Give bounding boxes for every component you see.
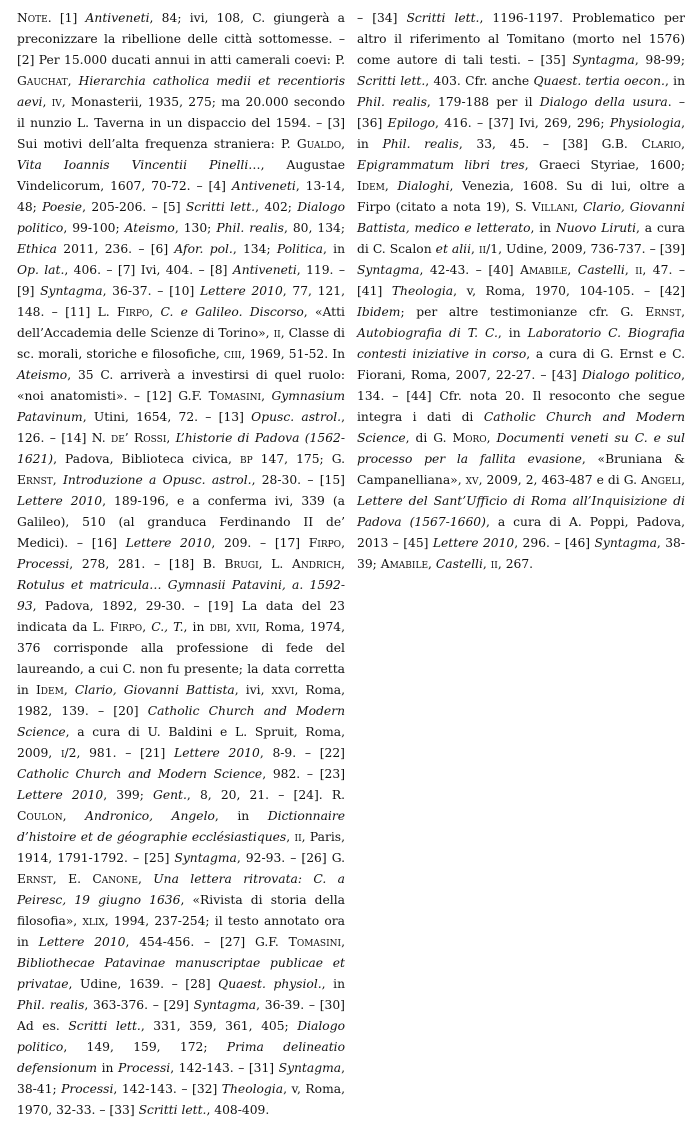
text-run: [1] — [51, 11, 86, 25]
italic-run: Prima delineatio defensionum — [17, 1040, 345, 1075]
text-run: , — [384, 179, 398, 193]
small-caps-run: Idem — [35, 683, 64, 697]
text-run: , ivi, — [234, 683, 272, 697]
text-run: , 278, 281. – [18] B. — [69, 557, 225, 571]
text-run: , — [341, 137, 345, 151]
text-run: , 38-41; — [17, 1061, 345, 1096]
small-caps-run: ii — [273, 326, 281, 340]
text-run: , 47. – [41] — [357, 263, 685, 298]
text-run: , in — [497, 326, 528, 340]
small-caps-run: Brugi — [224, 557, 259, 571]
text-run: , 36-37. – [10] — [102, 284, 201, 298]
italic-run: Epigrammatum libri tres — [357, 158, 525, 172]
small-caps-run: Amabile — [520, 263, 568, 277]
italic-run: Gent. — [153, 788, 187, 802]
small-caps-run: ii — [490, 557, 498, 571]
small-caps-run: bp — [239, 452, 253, 466]
italic-run: Lettere 2010 — [174, 746, 260, 760]
italic-run: Laboratorio C. Biografia contesti iniziative in corso — [357, 326, 685, 361]
italic-run: Lettere 2010 — [125, 536, 212, 550]
text-run: , Graeci Styriae, 1600; — [524, 158, 685, 172]
text-run: , — [574, 200, 584, 214]
small-caps-run: xvii — [236, 620, 257, 634]
italic-run: Dialogo della usura — [539, 95, 668, 109]
text-run: , 92-93. – [26] G. — [236, 851, 345, 865]
text-run: , — [286, 830, 295, 844]
italic-run: Bibliothecae Patavinae manuscriptae publicae et privatae — [17, 956, 345, 991]
small-caps-run: Coulon — [17, 809, 63, 823]
text-run: , 179-188 per il — [426, 95, 540, 109]
small-caps-run: ii — [294, 830, 302, 844]
text-run: , a cura di C. Scalon — [357, 221, 685, 256]
italic-run: Hierarchia catholica medii et recentioris aevi — [17, 74, 346, 109]
text-run: , — [166, 431, 176, 445]
italic-run: Phil. realis — [382, 137, 459, 151]
text-run: , v, Roma, 1970, 104-105. – [42] — [453, 284, 686, 298]
italic-run: Antiveneti — [232, 263, 297, 277]
italic-run: Theologia — [221, 1082, 284, 1096]
italic-run: Theologia — [391, 284, 454, 298]
text-run: , Paris, 1914, 1791-1792. – [25] — [17, 830, 345, 865]
italic-run: Clario, Giovanni Battista — [74, 683, 235, 697]
italic-run: Catholic Church and Modern Science — [17, 704, 346, 739]
small-caps-run: ciii — [223, 347, 242, 361]
text-run: , — [62, 809, 86, 823]
italic-run: Lettere del Sant’Ufficio di Roma all’Inquisizione di Padova (1567-1660) — [357, 494, 685, 529]
italic-run: Catholic Church and Modern Science — [17, 767, 263, 781]
italic-run: Syntagma — [572, 53, 635, 67]
small-caps-run: Ernst — [645, 305, 682, 319]
text-run: , 402; — [255, 200, 298, 214]
italic-run: Documenti veneti su C. e sul processo per la fallita evasione — [357, 431, 685, 466]
italic-run: Quaest. tertia oecon. — [533, 74, 665, 88]
text-run: , — [681, 137, 685, 151]
small-caps-run: xxvi — [271, 683, 295, 697]
text-run: ; per altre testimonianze cfr. G. — [400, 305, 646, 319]
text-run: , — [486, 431, 497, 445]
text-run: , 42-43. – [40] — [419, 263, 521, 277]
text-run: – [34] — [357, 11, 407, 25]
italic-run: Gymnasium Patavinum — [17, 389, 345, 424]
italic-run: Physiologia — [609, 116, 682, 130]
notes-column-left — [17, 8, 346, 1117]
text-run: /2, 981. – [21] — [64, 746, 175, 760]
text-run: , 77, 121, 148. – [11] L. — [17, 284, 346, 319]
italic-run: Autobiografia di T. C. — [357, 326, 498, 340]
italic-run: et alii — [435, 242, 472, 256]
italic-run: Phil. realis — [17, 998, 85, 1012]
italic-run: Lettere 2010 — [17, 788, 104, 802]
italic-run: Scritti lett. — [68, 1019, 141, 1033]
text-run: , «Atti dell’Accademia delle Scienze di Torino», — [17, 305, 345, 340]
text-run: , — [681, 305, 685, 319]
text-run: , 33, 45. – [38] G.B. — [458, 137, 642, 151]
text-run: , Roma, 1974, 376 corrisponde alla professione di fede del laureando, a cui C. non fu presente; la data corretta in — [17, 620, 346, 697]
text-run: , v, Roma, 1970, 32-33. – [33] — [17, 1082, 345, 1117]
text-run: , — [142, 620, 152, 634]
small-caps-run: Firpo — [308, 536, 342, 550]
italic-run: Processi — [117, 1061, 171, 1075]
italic-run: Lettere 2010 — [17, 494, 103, 508]
text-run: , 454-456. – [27] G.F. — [125, 935, 289, 949]
notes-column-right — [357, 8, 685, 1028]
text-run: , in — [183, 620, 210, 634]
text-run: , — [341, 536, 345, 550]
italic-run: Dialoghi — [397, 179, 450, 193]
text-run: , in — [664, 74, 685, 88]
text-run: , 130; — [174, 221, 217, 235]
italic-run: Processi — [61, 1082, 114, 1096]
text-run: , Padova, Biblioteca civica, — [53, 452, 240, 466]
text-run: , 408-409. — [206, 1103, 270, 1117]
text-run: , — [137, 872, 154, 886]
text-run: , 28-30. – [15] — [251, 473, 345, 487]
text-run: , 13-14, 48; — [17, 179, 345, 214]
italic-run: L’historie di Padova (1562-1621) — [17, 431, 345, 466]
italic-run: Dialogo politico — [581, 368, 682, 382]
italic-run: Una lettera ritrovata: C. a Peiresc, 19 giugno 1636 — [17, 872, 345, 907]
italic-run: Quaest. physiol. — [218, 977, 322, 991]
italic-run: C. e Galileo. Discorso — [160, 305, 304, 319]
italic-run: Introduzione a Opusc. astrol. — [62, 473, 252, 487]
italic-run: Castelli — [435, 557, 483, 571]
italic-run: Catholic Church and Modern Science — [357, 410, 685, 445]
italic-run: Nuovo Liruti — [555, 221, 637, 235]
small-caps-run: Andrich — [292, 557, 342, 571]
text-run: , Monasterii, 1935, 275; ma 20.000 secondo il nunzio L. Taverna in un dispaccio del 1594. – [3] Sui motivi dell’alta frequenza straniera: P. — [17, 95, 345, 151]
small-caps-run: Firpo — [109, 620, 143, 634]
small-caps-run: Firpo — [116, 305, 150, 319]
small-caps-run: Ernst — [17, 872, 53, 886]
italic-run: Castelli — [577, 263, 625, 277]
small-caps-run: xv — [465, 473, 479, 487]
text-run: , 134; — [232, 242, 277, 256]
small-caps-run: Tomasini — [208, 389, 262, 403]
text-run: , — [624, 263, 636, 277]
text-run: , 126. – [14] N. — [17, 410, 345, 445]
italic-run: Lettere 2010 — [432, 536, 515, 550]
text-run: , 119. – [9] — [17, 263, 345, 298]
italic-run: Rotulus et matricula… Gymnasii Patavini, a. 1592-93 — [17, 578, 345, 613]
text-run: , 8-9. – [22] — [259, 746, 345, 760]
italic-run: Antiveneti — [85, 11, 150, 25]
small-caps-run: Ernst — [17, 473, 53, 487]
text-run: , 1196-1197. Problematico per altro il riferimento al Tomitano (morto nel 1576) come autore di tali testi. – [35] — [357, 11, 685, 67]
text-run: , Utini, 1654, 72. – [13] — [82, 410, 252, 424]
text-run: , — [52, 473, 63, 487]
italic-run: Syntagma — [278, 1061, 342, 1075]
text-run: , in — [322, 242, 345, 256]
text-run: , 189-196, e a conferma ivi, 339 (a Galileo), 510 (al granduca Ferdinando II de’ Medici). – [16] — [17, 494, 345, 550]
small-caps-run: Amabile — [380, 557, 429, 571]
notes-text-right — [357, 8, 685, 575]
italic-run: Syntagma — [594, 536, 657, 550]
text-run: , 80, 134; — [283, 221, 345, 235]
text-run: , 403. Cfr. anche — [425, 74, 534, 88]
text-run: , «Bruniana & Campanelliana», — [357, 452, 686, 487]
text-run: , E. — [52, 872, 93, 886]
italic-run: Ethica — [17, 242, 57, 256]
text-run: , — [341, 935, 346, 949]
small-caps-run: Clario — [641, 137, 682, 151]
text-run: , 296. – [46] — [514, 536, 595, 550]
text-run: , 1969, 51-52. In — [241, 347, 345, 361]
small-caps-run: i — [60, 746, 65, 760]
text-run: , L. — [258, 557, 293, 571]
italic-run: Dictionnaire d’histoire et de géographie ecclésiastiques — [17, 809, 345, 844]
italic-run: Opusc. astrol. — [251, 410, 342, 424]
small-caps-run: Gauchat — [17, 74, 68, 88]
text-run: , — [341, 557, 345, 571]
text-run: , — [261, 389, 272, 403]
text-run: , Roma, 1982, 139. – [20] — [17, 683, 346, 718]
small-caps-run: Moro — [452, 431, 487, 445]
text-run: in — [97, 1061, 118, 1075]
italic-run: Scritti lett. — [185, 200, 256, 214]
text-run: , a cura di G. Ernst e C. Fiorani, Roma, 2007, 22-27. – [43] — [357, 347, 686, 382]
text-run: , 2009, 2, 463-487 e di G. — [478, 473, 642, 487]
text-run: , 134. – [44] Cfr. nota 20. Il resoconto che segue integra i dati di — [357, 368, 685, 424]
italic-run: Ibidem — [357, 305, 401, 319]
text-run: , — [681, 473, 685, 487]
text-run: , 35 C. arriverà a investirsi di quel ruolo: «noi anatomisti». – [12] G.F. — [17, 368, 345, 403]
text-run: , — [63, 683, 75, 697]
text-run: , Venezia, 1608. Su di lui, oltre a Firpo (citato a nota 19), S. — [357, 179, 685, 214]
small-caps-run: dbi — [209, 620, 227, 634]
italic-run: Antiveneti — [231, 179, 296, 193]
italic-run: Scritti lett. — [357, 74, 426, 88]
text-run: , in — [321, 977, 345, 991]
notes-text-left — [17, 8, 345, 1121]
text-run: , — [482, 557, 491, 571]
small-caps-run: Idem — [357, 179, 385, 193]
italic-run: Lettere 2010 — [200, 284, 283, 298]
italic-run: Syntagma — [40, 284, 103, 298]
text-run: , 1994, 237-254; il testo annotato ora in — [17, 914, 345, 949]
text-run: , 149, 159, 172; — [63, 1040, 227, 1054]
text-run: , — [226, 620, 237, 634]
text-run: /1, Udine, 2009, 736-737. – [39] — [486, 242, 685, 256]
text-run: , 8, 20, 21. – [24]. R. — [186, 788, 345, 802]
italic-run: Syntagma — [193, 998, 257, 1012]
text-run: 147, 175; G. — [252, 452, 346, 466]
text-run: , 205-206. – [5] — [82, 200, 186, 214]
italic-run: Scritti lett. — [138, 1103, 207, 1117]
italic-run: Op. lat. — [17, 263, 65, 277]
text-run: , 142-143. – [32] — [113, 1082, 222, 1096]
text-run: , in — [214, 809, 268, 823]
italic-run: Ateismo — [124, 221, 175, 235]
italic-run: Scritti lett. — [406, 11, 480, 25]
small-caps-run: ii — [635, 263, 643, 277]
italic-run: Phil. realis — [357, 95, 427, 109]
text-run: 2011, 236. – [6] — [57, 242, 175, 256]
text-run: , 363-376. – [29] — [84, 998, 194, 1012]
text-run: , 36-39. – [30] Ad es. — [17, 998, 345, 1033]
text-run: , 406. – [7] Ivi, 404. – [8] — [64, 263, 233, 277]
text-run: , di G. — [405, 431, 453, 445]
text-run: , Classe di sc. morali, storiche e filosofiche, — [17, 326, 345, 361]
text-run: , 399; — [103, 788, 154, 802]
text-run: , 38-39; — [357, 536, 685, 571]
text-run: , — [567, 263, 578, 277]
text-run: , 209. – [17] — [211, 536, 309, 550]
italic-run: Andronico, Angelo — [85, 809, 215, 823]
text-run: , a cura di U. Baldini e L. Spruit, Roma, 2009, — [17, 725, 345, 760]
text-run: , — [471, 242, 479, 256]
italic-run: Ateismo — [17, 368, 68, 382]
text-run: . – [36] — [357, 95, 685, 130]
italic-run: Politica — [276, 242, 323, 256]
text-run: , a cura di A. Poppi, Padova, 2013 – [45] — [357, 515, 685, 550]
text-run: , in — [357, 116, 686, 151]
text-run: , 98-99; — [634, 53, 685, 67]
text-run: , «Rivista di storia della filosofia», — [17, 893, 346, 928]
notes-page — [17, 8, 686, 1117]
small-caps-run: iv — [51, 95, 62, 109]
italic-run: Lettere 2010 — [38, 935, 126, 949]
text-run: , 331, 359, 361, 405; — [140, 1019, 298, 1033]
text-run: , Udine, 1639. – [28] — [68, 977, 219, 991]
small-caps-run: xlix — [82, 914, 105, 928]
italic-run: Processi — [17, 557, 70, 571]
text-run: , 142-143. – [31] — [170, 1061, 279, 1075]
italic-run: C., T. — [151, 620, 184, 634]
text-run: , — [428, 557, 436, 571]
text-run: …, Augustae Vindelicorum, 1607, 70-72. – [4] — [17, 158, 345, 193]
small-caps-run: Canone — [92, 872, 138, 886]
small-caps-run: Tomasini — [288, 935, 342, 949]
text-run: , 84; ivi, 108, C. giungerà a preconizzare la ribellione delle città sottomesse. – [2] Per 15.000 ducati annui in atti camerali coevi: P. — [17, 11, 345, 67]
italic-run: Clario, Giovanni Battista, medico e letterato — [357, 200, 685, 235]
small-caps-run: ii — [478, 242, 487, 256]
text-run: , 99-100; — [63, 221, 125, 235]
text-run: , — [67, 74, 79, 88]
italic-run: Afor. pol. — [174, 242, 233, 256]
text-run: , in — [530, 221, 556, 235]
italic-run: Vita Ioannis Vincentii Pinelli — [17, 158, 249, 172]
small-caps-run: Angeli — [641, 473, 682, 487]
italic-run: Phil. realis — [216, 221, 284, 235]
text-run: , 267. — [497, 557, 534, 571]
text-run: , 982. – [23] — [262, 767, 346, 781]
text-run: , — [42, 95, 52, 109]
italic-run: Epilogo — [387, 116, 436, 130]
text-run: , 416. – [37] Ivi, 269, 296; — [435, 116, 610, 130]
small-caps-run: de’ Rossi — [110, 431, 167, 445]
italic-run: Dialogo politico — [17, 1019, 345, 1054]
italic-run: Poesie — [42, 200, 83, 214]
text-run: , Padova, 1892, 29-30. – [19] La data del 23 indicata da L. — [17, 599, 345, 634]
italic-run: Dialogo politico — [17, 200, 345, 235]
small-caps-run: Note. — [17, 11, 52, 25]
italic-run: Syntagma — [174, 851, 237, 865]
small-caps-run: Villani — [531, 200, 575, 214]
italic-run: Syntagma — [357, 263, 420, 277]
text-run: , — [149, 305, 161, 319]
small-caps-run: Gualdo — [296, 137, 342, 151]
